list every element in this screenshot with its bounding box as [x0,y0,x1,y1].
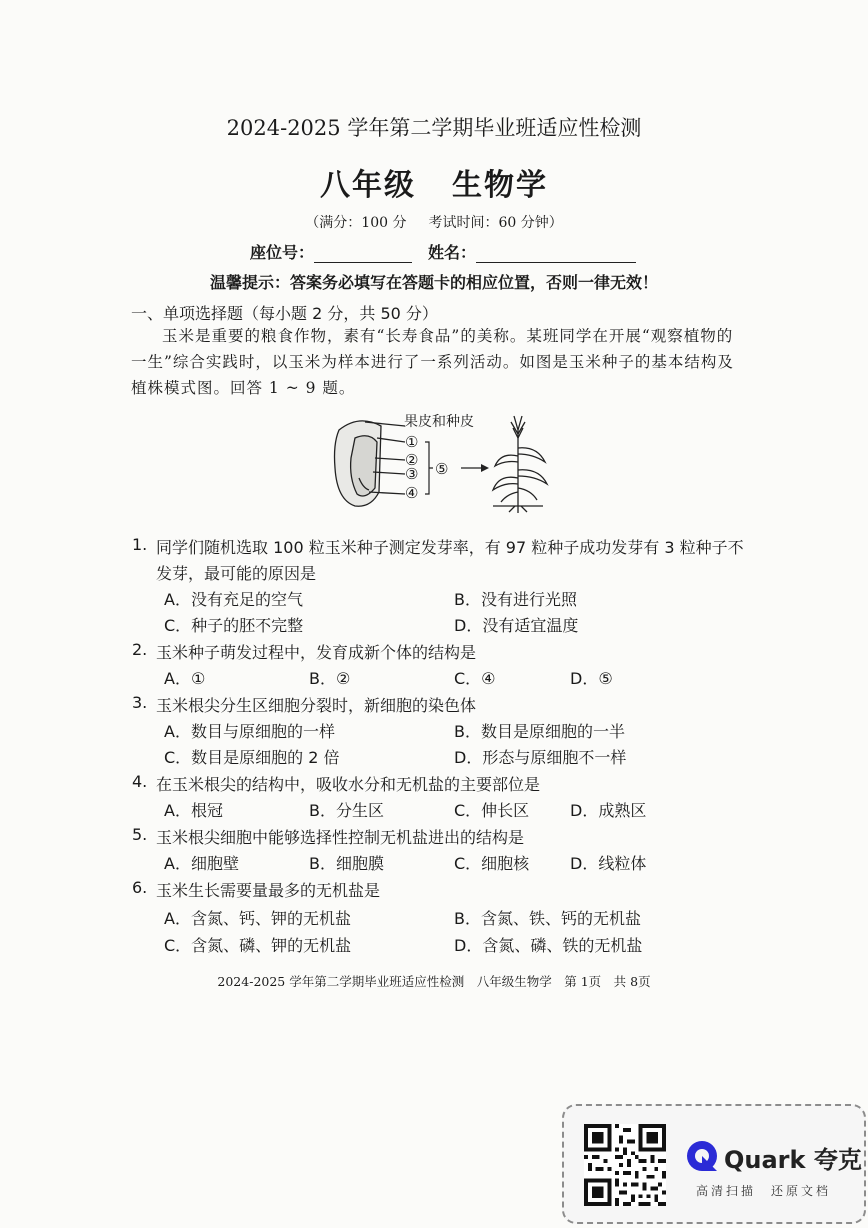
figure-brace [425,442,433,494]
brand-name: Quark 夸克 [724,1146,862,1174]
question-5-option-a: A．细胞壁 [164,854,239,873]
figure-label-4: ④ [405,484,419,502]
notice: 温馨提示：答案务必填写在答题卡的相应位置，否则一律无效！ [209,273,658,292]
question-5-option-b: B．细胞膜 [309,854,384,873]
subject-label: 生物学 [452,168,548,203]
question-2-option-b: B．② [309,669,351,688]
figure-label-pericarp: 果皮和种皮 [404,414,474,430]
question-5-option-c: C．细胞核 [454,854,530,873]
question-3-number: 3. [132,693,148,712]
question-3-option-c: C．数目是原细胞的 2 倍 [164,748,340,767]
question-4-option-d: D．成熟区 [570,801,647,820]
quark-logo-icon [686,1140,718,1172]
subject-title [0,160,868,204]
question-3-stem: 玉米根尖分生区细胞分裂时，新细胞的染色体 [156,696,477,715]
question-4-option-a: A．根冠 [164,801,223,820]
exam-info [0,212,868,232]
question-6-option-c: C．含氮、磷、钾的无机盐 [164,936,352,955]
section-intro: 玉米是重要的粮食作物，素有“长寿食品”的美称。某班同学在开展“观察植物的一生”综合实践时，以玉米为样本进行了一系列活动。如图是玉米种子的基本结构及植株模式图。回答 1 ~ 9 题。 [131,327,734,397]
question-1-option-d: D．没有适宜温度 [454,616,579,635]
question-3-option-a: A．数目与原细胞的一样 [164,722,335,741]
question-6-stem: 玉米生长需要量最多的无机盐是 [156,881,381,900]
figure-label-5: ⑤ [435,460,449,478]
arrow-icon [461,464,489,472]
question-3-option-b: B．数目是原细胞的一半 [454,722,625,741]
question-1-option-a: A．没有充足的空气 [164,590,303,609]
question-2-option-a: A．① [164,669,206,688]
figure-label-3: ③ [405,465,419,483]
figure-label-1: ① [405,433,419,451]
seat-label: 座位号： [250,243,315,262]
question-4-option-b: B．分生区 [309,801,384,820]
question-6-option-d: D．含氮、磷、铁的无机盐 [454,936,643,955]
question-5-number: 5. [132,825,148,844]
question-2-option-d: D．⑤ [570,669,613,688]
page-footer: 2024-2025 学年第二学期毕业班适应性检测 八年级生物学 第 1页 共 8页 [217,974,651,989]
question-4-number: 4. [132,772,148,791]
question-2-option-c: C．④ [454,669,496,688]
question-2-stem: 玉米种子萌发过程中，发育成新个体的结构是 [156,643,477,662]
question-6-number: 6. [132,878,148,897]
id-line [250,240,636,263]
question-1-option-c: C．种子的胚不完整 [164,616,304,635]
question-1-number: 1. [132,535,148,554]
corn-seed-figure [325,408,555,516]
question-1-option-b: B．没有进行光照 [454,590,577,609]
brand-tagline: 高清扫描 还原文档 [696,1184,832,1198]
seat-blank [314,244,412,263]
question-1-stem-cont: 发芽，最可能的原因是 [156,564,317,583]
exam-time: 考试时间：60 分钟） [428,215,563,231]
section-heading: 一、单项选择题（每小题 2 分，共 50 分） [131,304,438,323]
corn-plant-drawing [493,416,547,513]
question-1-stem: 同学们随机选取 100 粒玉米种子测定发芽率，有 97 粒种子成功发芽有 3 粒种子不 [156,538,744,557]
name-label: 姓名： [428,243,477,262]
figure-label-2: ② [405,451,419,469]
exam-title: 2024-2025 学年第二学期毕业班适应性检测 [226,116,642,140]
question-4-option-c: C．伸长区 [454,801,530,820]
name-blank [476,244,636,263]
question-6-option-a: A．含氮、钙、钾的无机盐 [164,909,351,928]
quark-watermark[interactable] [562,1104,866,1224]
grade-label: 八年级 [320,168,416,203]
question-2-number: 2. [132,640,148,659]
question-4-stem: 在玉米根尖的结构中，吸收水分和无机盐的主要部位是 [156,775,541,794]
full-score: （满分：100 分 [305,215,407,231]
question-5-stem: 玉米根尖细胞中能够选择性控制无机盐进出的结构是 [156,828,525,847]
question-5-option-d: D．线粒体 [570,854,647,873]
qr-code-icon[interactable] [584,1124,666,1206]
question-3-option-d: D．形态与原细胞不一样 [454,748,627,767]
question-6-option-b: B．含氮、铁、钙的无机盐 [454,909,641,928]
corn-seed-drawing [335,421,406,506]
